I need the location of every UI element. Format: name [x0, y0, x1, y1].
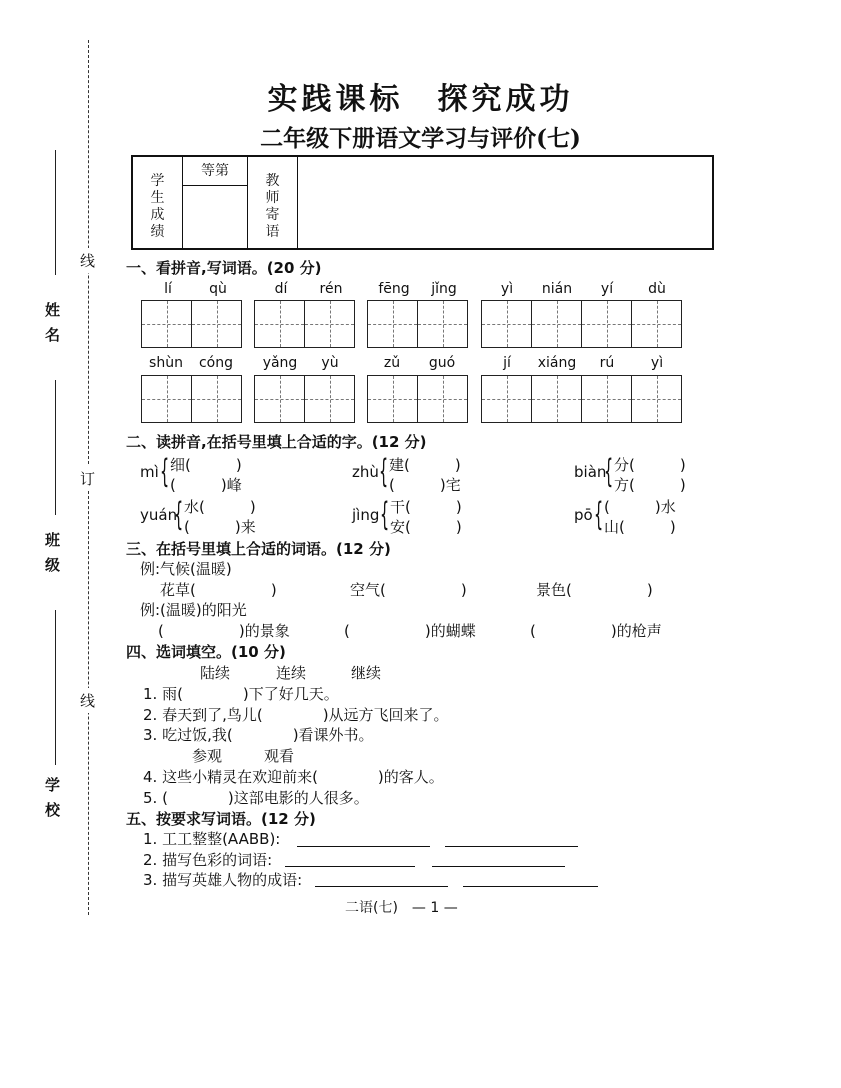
- pinyin-prompt: zhù: [352, 463, 379, 481]
- example-1: 例:气候(温暖): [140, 560, 232, 578]
- fill-blank[interactable]: 细( ): [170, 456, 242, 474]
- grade-value-box[interactable]: [183, 186, 247, 246]
- binding-mark-line-top: 线: [80, 248, 95, 273]
- fill-blank[interactable]: 方( ): [614, 476, 686, 494]
- pinyin: yí: [600, 281, 614, 297]
- writing-grid[interactable]: [481, 300, 682, 348]
- score-label-char: 成: [150, 207, 165, 223]
- question: 1. 工工整整(AABB):: [143, 830, 281, 848]
- word-choice: 观看: [264, 747, 295, 765]
- fill-blank[interactable]: ( )的枪声: [530, 622, 662, 640]
- teacher-comment-box[interactable]: [298, 157, 712, 248]
- section-5-title: 五、按要求写词语。(12 分): [126, 810, 316, 828]
- pinyin-prompt: jìng: [352, 506, 380, 524]
- writing-grid[interactable]: [141, 375, 242, 423]
- pinyin: cóng: [198, 355, 234, 371]
- pinyin: qù: [209, 281, 227, 297]
- fill-blank[interactable]: 山( ): [604, 518, 676, 536]
- question[interactable]: 1. 雨( )下了好几天。: [143, 685, 339, 703]
- answer-line[interactable]: [432, 866, 565, 867]
- pinyin: dù: [648, 281, 666, 297]
- writing-grid[interactable]: [367, 375, 468, 423]
- fill-blank[interactable]: ( )来: [184, 518, 256, 536]
- fill-blank[interactable]: ( )水: [604, 498, 676, 516]
- score-label-char: 绩: [150, 224, 165, 240]
- fill-blank[interactable]: 分( ): [614, 456, 686, 474]
- teacher-label-char: 语: [265, 224, 280, 240]
- fill-blank[interactable]: 安( ): [390, 518, 462, 536]
- writing-grid[interactable]: [367, 300, 468, 348]
- answer-line[interactable]: [297, 846, 430, 847]
- answer-line[interactable]: [445, 846, 578, 847]
- pinyin-prompt: yuán: [140, 506, 178, 524]
- fill-blank[interactable]: 水( ): [184, 498, 256, 516]
- writing-grid[interactable]: [254, 375, 355, 423]
- fill-blank[interactable]: ( )峰: [170, 476, 242, 494]
- fill-blank[interactable]: 景色( ): [536, 581, 653, 599]
- brace-icon: {: [379, 452, 389, 490]
- pinyin: fēng: [378, 281, 410, 297]
- example-2: 例:(温暖)的阳光: [140, 601, 247, 619]
- fill-blank[interactable]: 花草( ): [160, 581, 277, 599]
- question: 2. 描写色彩的词语:: [143, 851, 273, 869]
- brace-icon: {: [160, 452, 170, 490]
- pinyin: yù: [321, 355, 339, 371]
- pinyin: lí: [164, 281, 172, 297]
- pinyin: yì: [650, 355, 664, 371]
- class-underline: [55, 380, 56, 515]
- teacher-label-char: 教: [265, 173, 280, 189]
- answer-line[interactable]: [285, 866, 415, 867]
- teacher-label-char: 寄: [265, 207, 280, 223]
- answer-line[interactable]: [463, 886, 598, 887]
- word-choice: 参观: [192, 747, 223, 765]
- score-label-char: 生: [150, 190, 165, 206]
- page-subtitle: 二年级下册语文学习与评价(七): [260, 125, 581, 152]
- pinyin: rú: [599, 355, 615, 371]
- brace-icon: {: [174, 495, 184, 533]
- student-score-cell: [133, 157, 183, 248]
- pinyin: yì: [500, 281, 514, 297]
- question: 3. 描写英雄人物的成语:: [143, 871, 303, 889]
- fill-blank[interactable]: 空气( ): [350, 581, 467, 599]
- pinyin: shùn: [149, 355, 183, 371]
- binding-mark-ding: 订: [80, 466, 95, 491]
- brace-icon: {: [380, 495, 390, 533]
- grade-cell: [183, 157, 248, 248]
- pinyin-prompt: pō: [574, 506, 593, 524]
- page-footer: 二语(七) — 1 —: [345, 900, 458, 916]
- fill-blank[interactable]: ( )宅: [389, 476, 461, 494]
- pinyin: xiáng: [537, 355, 577, 371]
- name-label: 姓名: [43, 302, 61, 352]
- grade-label: 等第: [183, 157, 247, 186]
- section-2-title: 二、读拼音,在括号里填上合适的字。(12 分): [126, 433, 427, 451]
- answer-line[interactable]: [315, 886, 448, 887]
- pinyin: zǔ: [383, 355, 401, 371]
- brace-icon: {: [604, 452, 614, 490]
- writing-grid[interactable]: [481, 375, 682, 423]
- pinyin-prompt: biàn: [574, 463, 607, 481]
- pinyin: rén: [319, 281, 343, 297]
- word-choice: 陆续: [200, 664, 231, 682]
- binding-mark-line-bottom: 线: [80, 688, 95, 713]
- question[interactable]: 4. 这些小精灵在欢迎前来( )的客人。: [143, 768, 444, 786]
- section-1-title: 一、看拼音,写词语。(20 分): [126, 259, 322, 277]
- question[interactable]: 2. 春天到了,鸟儿( )从远方飞回来了。: [143, 706, 449, 724]
- name-underline: [55, 150, 56, 275]
- fill-blank[interactable]: 干( ): [390, 498, 462, 516]
- section-3-title: 三、在括号里填上合适的词语。(12 分): [126, 540, 391, 558]
- writing-grid[interactable]: [141, 300, 242, 348]
- question[interactable]: 5. ( )这部电影的人很多。: [143, 789, 369, 807]
- school-label: 学校: [43, 777, 61, 827]
- teacher-comment-label-cell: [248, 157, 298, 248]
- section-4-title: 四、选词填空。(10 分): [126, 643, 286, 661]
- pinyin: nián: [541, 281, 573, 297]
- writing-grid[interactable]: [254, 300, 355, 348]
- score-label-char: 学: [150, 173, 165, 189]
- fill-blank[interactable]: 建( ): [389, 456, 461, 474]
- pinyin: dí: [274, 281, 288, 297]
- question[interactable]: 3. 吃过饭,我( )看课外书。: [143, 726, 374, 744]
- score-table: [131, 155, 714, 250]
- pinyin: guó: [428, 355, 456, 371]
- pinyin-prompt: mì: [140, 463, 159, 481]
- brace-icon: {: [594, 495, 604, 533]
- fill-blank[interactable]: ( )的蝴蝶: [344, 622, 476, 640]
- pinyin: jí: [503, 355, 511, 371]
- school-underline: [55, 610, 56, 765]
- word-choice: 连续: [276, 664, 307, 682]
- page-title: 实践课标 探究成功: [267, 82, 574, 117]
- word-choice: 继续: [351, 664, 382, 682]
- pinyin: yǎng: [262, 355, 298, 371]
- teacher-label-char: 师: [265, 190, 280, 206]
- pinyin: jǐng: [431, 281, 457, 297]
- fill-blank[interactable]: ( )的景象: [158, 622, 290, 640]
- class-label: 班级: [43, 532, 61, 582]
